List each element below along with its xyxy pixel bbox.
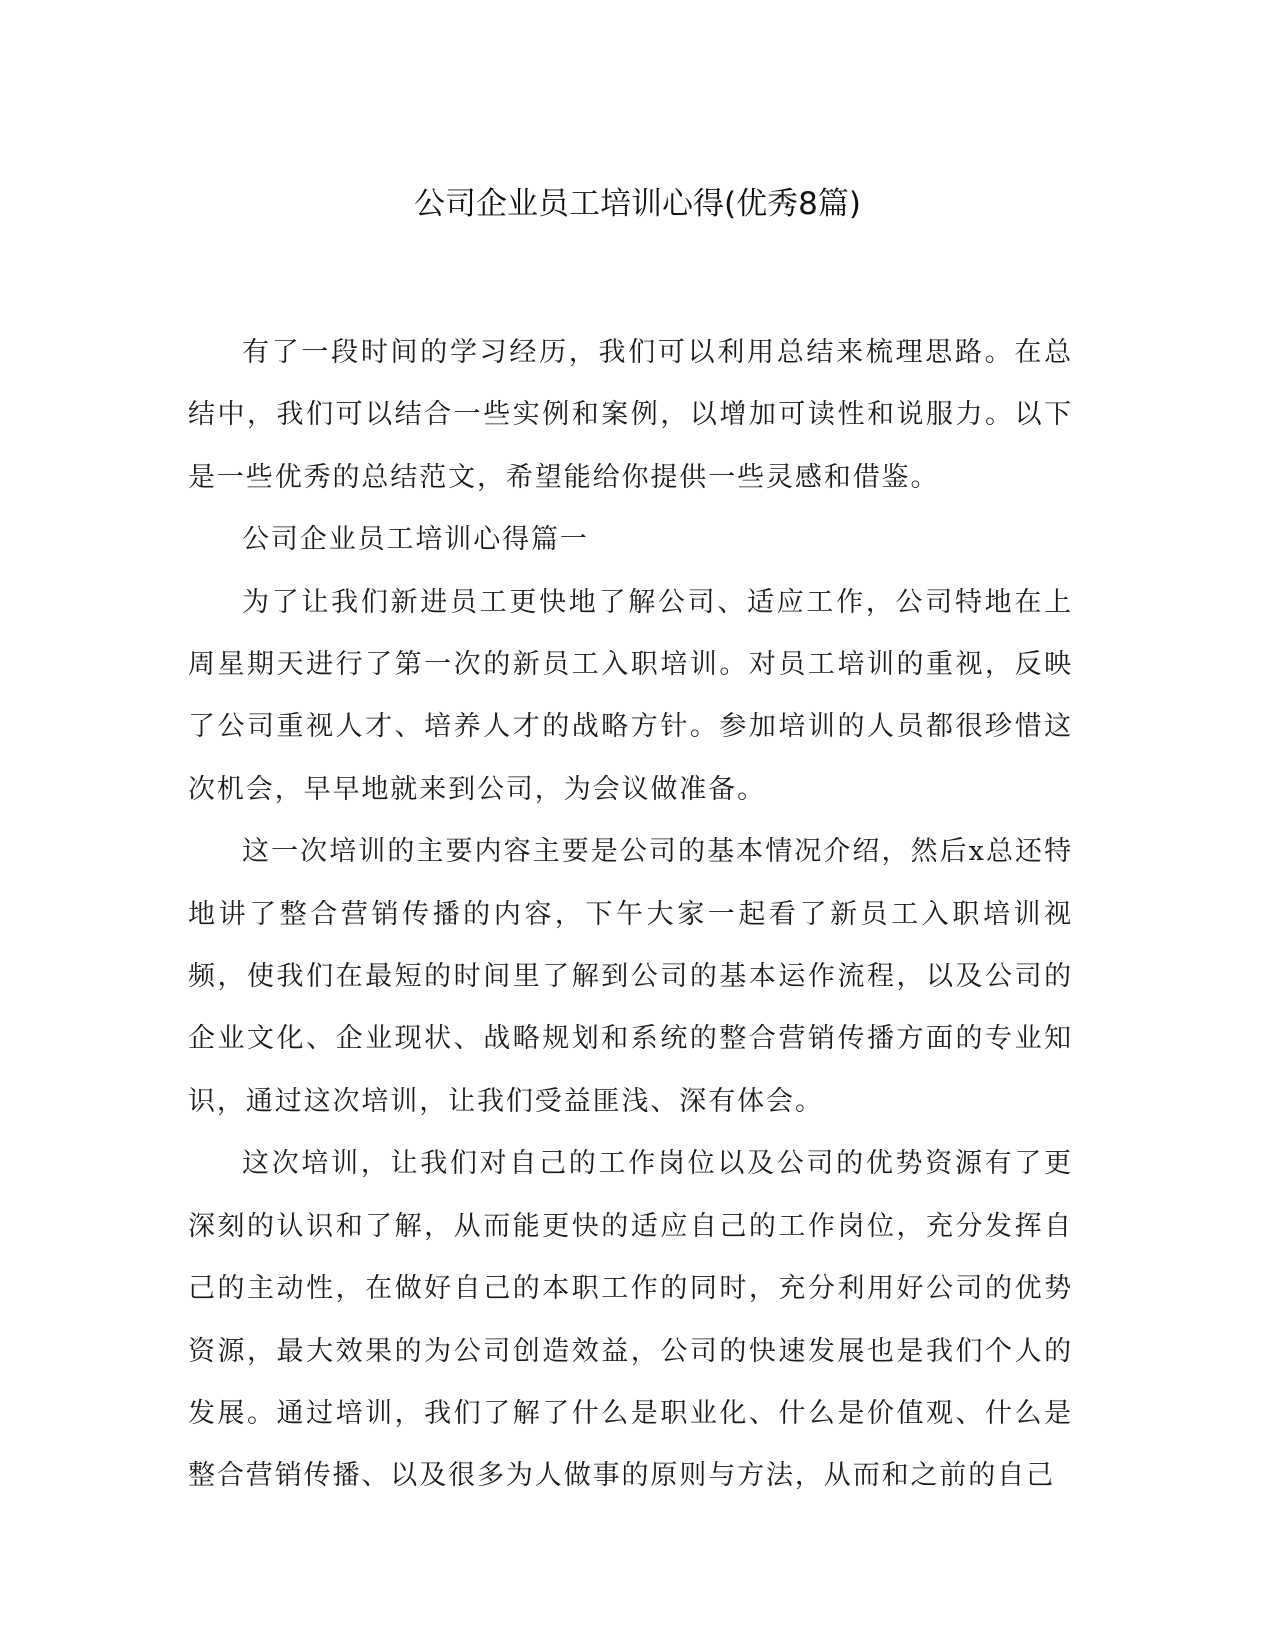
intro-paragraph: 有了一段时间的学习经历，我们可以利用总结来梳理思路。在总结中，我们可以结合一些实例和案例，以增加可读性和说服力。以下是一些优秀的总结范文，希望能给你提供一些灵感和借鉴。 [188, 337, 1073, 493]
section-heading: 公司企业员工培训心得篇一 [242, 524, 589, 556]
body-paragraph-1: 为了让我们新进员工更快地了解公司、适应工作，公司特地在上周星期天进行了第一次的新员工入职培训。对员工培训的重视，反映了公司重视人才、培养人才的战略方针。参加培训的人员都很珍惜这次机会，早早地就来到公司，为会议做准备。 [188, 586, 1073, 805]
body-paragraph-3: 这次培训，让我们对自己的工作岗位以及公司的优势资源有了更深刻的认识和了解，从而能更快的适应自己的工作岗位，充分发挥自己的主动性，在做好自己的本职工作的同时，充分利用好公司的优势资源，最大效果的为公司创造效益，公司的快速发展也是我们个人的发展。通过培训，我们了解了什么是职业化、什么是价值观、什么是整合营销传播、以及很多为人做事的原则与方法，从而和之前的自己 [188, 1148, 1073, 1492]
document-title: 公司企业员工培训心得(优秀8篇) [414, 186, 861, 222]
body-paragraph-2: 这一次培训的主要内容主要是公司的基本情况介绍，然后x总还特地讲了整合营销传播的内容，下午大家一起看了新员工入职培训视频，使我们在最短的时间里了解到公司的基本运作流程，以及公司的企业文化、企业现状、战略规划和系统的整合营销传播方面的专业知识，通过这次培训，让我们受益匪浅、深有体会。 [188, 836, 1073, 1117]
document-body [188, 322, 1073, 1508]
